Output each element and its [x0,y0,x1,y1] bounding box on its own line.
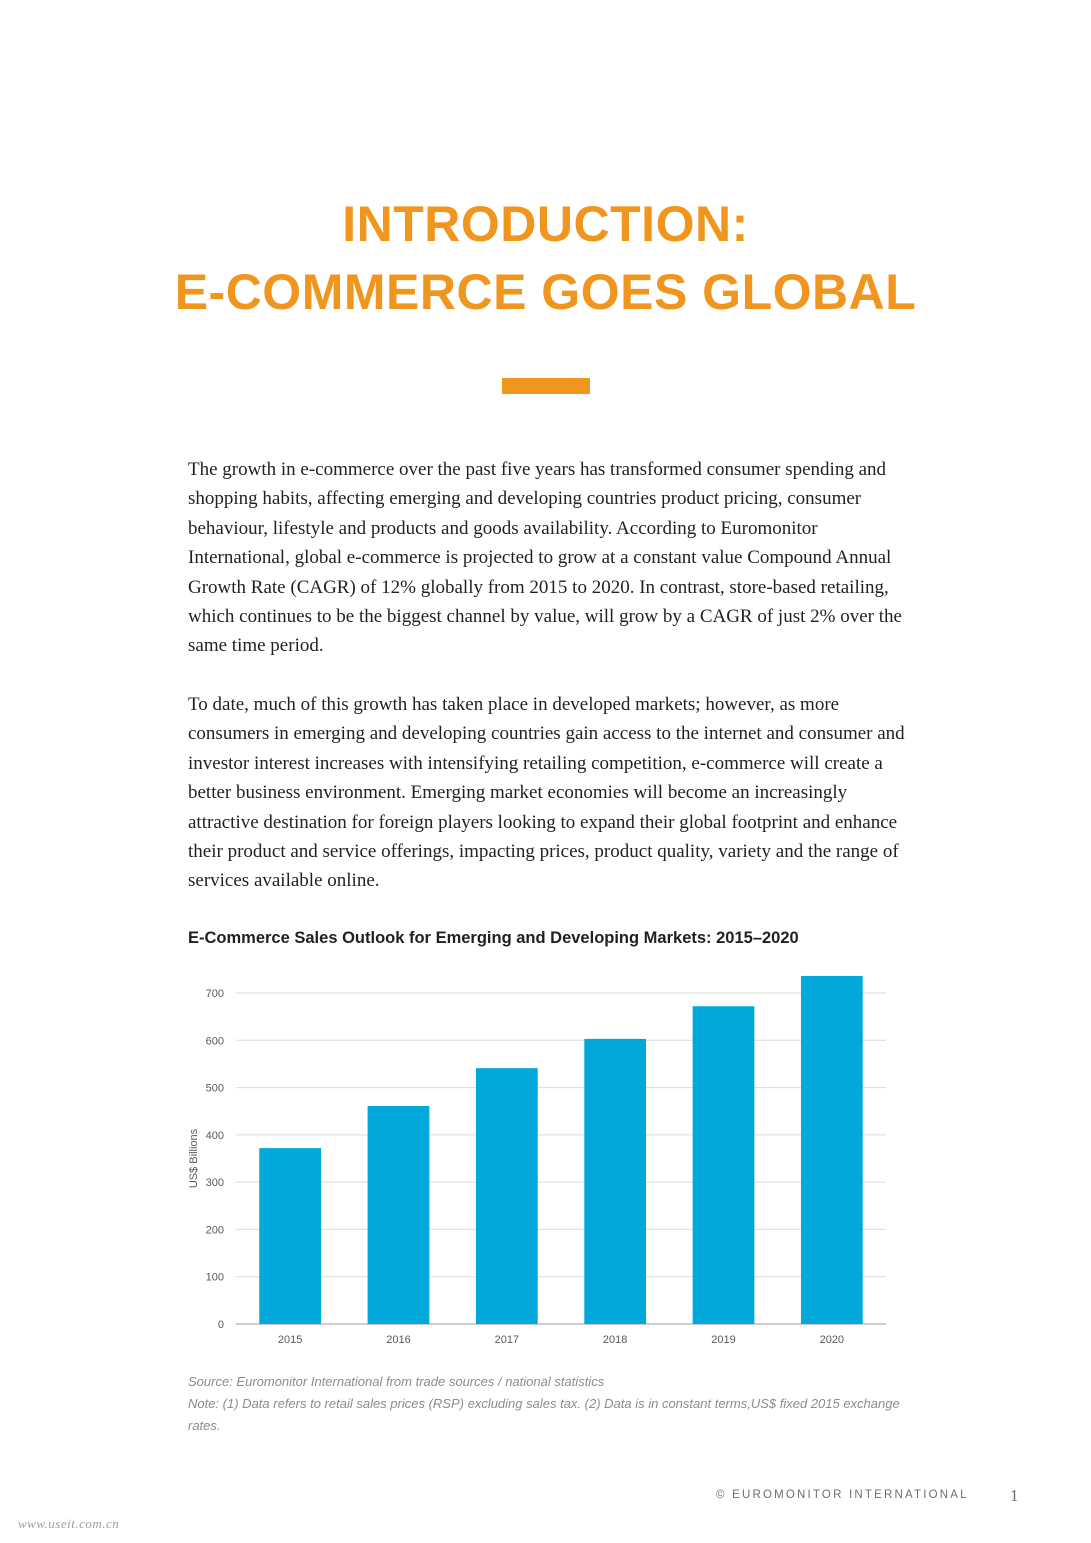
y-tick-label: 200 [205,1224,224,1237]
chart-note: Note: (1) Data refers to retail sales prices (RSP) excluding sales tax. (2) Data is in constant terms,US$ fixed 2015 exchange rates. [188,1396,900,1433]
bar-2020 [801,976,863,1324]
footer-brand: © EUROMONITOR INTERNATIONAL [716,1489,969,1501]
y-tick-label: 0 [217,1319,224,1331]
page-title-line1: INTRODUCTION: [342,196,749,252]
page-title-line2: E-COMMERCE GOES GLOBAL [174,264,917,320]
y-tick-label: 700 [205,988,224,1000]
bar-2015 [259,1148,321,1324]
y-axis-label: US$ Billions [188,1128,200,1189]
x-tick-label: 2018 [602,1334,628,1346]
bar-2017 [476,1068,538,1324]
intro-paragraph-2: To date, much of this growth has taken place in developed markets; however, as more consumers in emerging and developing countries gain access to the internet and consumer and investor interest increases with intensifying retailing competition, e-commerce will create a better business environment. Emerging market economies will become an increasingly attractive destination for foreign players looking to expand their global footprint and enhance their product and service offerings, impacting prices, product quality, variety and the range of services available online. [188,694,905,892]
y-tick-label: 400 [205,1129,224,1142]
x-tick-label: 2020 [819,1334,845,1346]
page-number: 1 [1010,1486,1019,1505]
bar-2016 [368,1106,430,1324]
y-tick-label: 100 [205,1271,224,1284]
y-tick-label: 600 [205,1035,224,1048]
chart-source: Source: Euromonitor International from trade sources / national statistics [188,1374,605,1389]
x-tick-label: 2015 [277,1334,303,1346]
watermark: www.useit.com.cn [18,1516,120,1531]
y-tick-label: 300 [205,1177,224,1190]
intro-paragraph-1: The growth in e-commerce over the past five years has transformed consumer spending and shopping habits, affecting emerging and developing countries product pricing, consumer behaviour, lifestyle and products and goods availability. According to Euromonitor International, global e-commerce is projected to grow at a constant value Compound Annual Growth Rate (CAGR) of 12% globally from 2015 to 2020. In contrast, store-based retailing, which continues to be the biggest channel by value, will grow by a CAGR of just 2% over the same time period. [188,459,902,657]
x-tick-label: 2017 [494,1334,520,1346]
bar-2018 [584,1039,646,1324]
bar-2019 [693,1006,755,1324]
page-title [0,190,1091,326]
x-tick-label: 2019 [711,1334,736,1346]
ecommerce-sales-bar-chart [180,960,900,1360]
y-tick-label: 500 [205,1082,224,1095]
x-tick-label: 2016 [386,1334,411,1346]
chart-title: E-Commerce Sales Outlook for Emerging and Developing Markets: 2015–2020 [188,929,799,947]
title-accent-bar [502,378,590,394]
